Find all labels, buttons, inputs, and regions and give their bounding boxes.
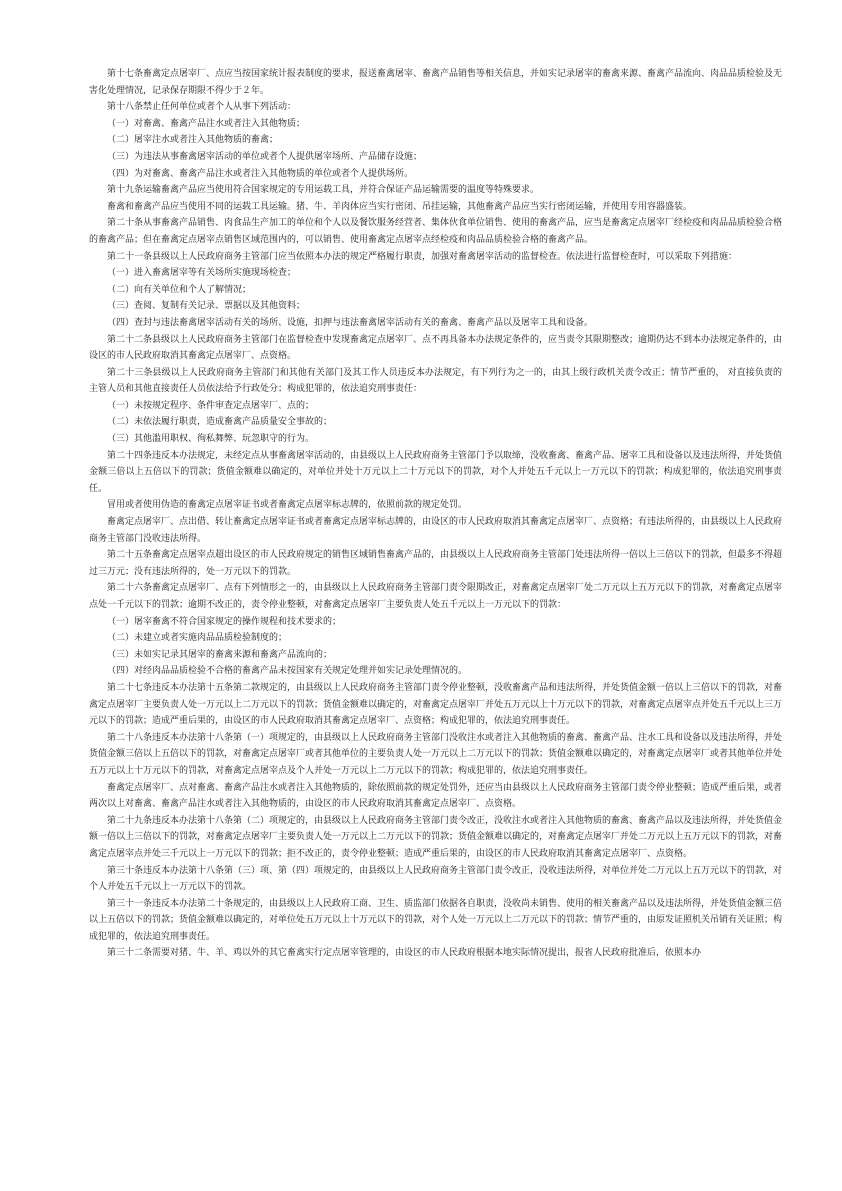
paragraph: 冒用或者使用伪造的畜禽定点屠宰证书或者畜禽定点屠宰标志牌的，依照前款的规定处罚。: [107, 500, 468, 511]
paragraph: 第二十三条县级以上人民政府商务主管部门和其他有关部门及其工作人员违反本办法规定，有下列行为之一的，由其上级行政机关责令改正；情节严重的， 对直接负责的主管人员和其他直接责任人员依法给予行政处分；构成犯罪的，依法追究刑事责任：: [89, 367, 782, 395]
paragraph: （二）向有关单位和个人了解情况；: [107, 284, 252, 295]
paragraph: （二）屠宰注水或者注入其他物质的畜禽；: [107, 135, 279, 146]
paragraph: 第三十一条违反本办法第二十条规定的，由县级以上人民政府工商、卫生、质监部门依据各自职责，没收尚未销售、使用的相关畜禽产品以及违法所得，并处货值金额三倍以上五倍以下的罚款；货值金额难以确定的，对单位处五万元以上十万元以下的罚款，对个人处一万元以上二万元以下的罚款；情节严重的，由原发证照机关吊销有关证照；构成犯罪的，依法追究刑事责任。: [89, 898, 783, 942]
paragraph: 第二十四条违反本办法规定，未经定点从事畜禽屠宰活动的，由县级以上人民政府商务主管部门予以取缔，没收畜禽、畜禽产品、屠宰工具和设备以及违法所得，并处货值金额三倍以上五倍以下的罚款；货值金额难以确定的，对单位并处十万元以上二十万元以下的罚款，对个人并处五千元以上一万元以下的罚款；构成犯罪的，依法追究刑事责任。: [89, 450, 783, 494]
paragraph: 第十九条运输畜禽产品应当使用符合国家规定的专用运载工具，并符合保证产品运输需要的温度等特殊要求。: [107, 185, 540, 196]
paragraph: （四）为对畜禽、畜禽产品注水或者注入其他物质的单位或者个人提供场所。: [107, 168, 414, 179]
paragraph: 第二十九条违反本办法第十八条第（二）项规定的，由县级以上人民政府商务主管部门责令改正，没收注水或者注入其他物质的畜禽、畜禽产品以及违法所得，并处货值金额一倍以上三倍以下的罚款，对畜禽定点屠宰厂主要负责人处一万元以上二万元以下的罚款；货值金额难以确定的，对畜禽定点屠宰厂并处二万元以上五万元以下的罚款，对畜禽定点屠宰点并处三千元以上一万元以下的罚款；拒不改正的，责令停业整顿；造成严重后果的，由设区的市人民政府取消其畜禽定点屠宰厂、点资格。: [89, 815, 783, 859]
paragraph: （三）未如实记录其屠宰的畜禽来源和畜禽产品流向的；: [107, 649, 333, 660]
paragraph: （三）为违法从事畜禽屠宰活动的单位或者个人提供屠宰场所、产品储存设施；: [107, 151, 423, 162]
paragraph: 第二十条从事畜禽产品销售、肉食品生产加工的单位和个人以及餐饮服务经营者、集体伙食单位销售、使用的畜禽产品，应当是畜禽定点屠宰厂经检疫和肉品品质检验合格的畜禽产品；但在畜禽定点屠宰点销售区域范围内的，可以销售、使用畜禽定点屠宰点经检疫和肉品品质检验合格的畜禽产品。: [89, 218, 783, 245]
paragraph: （一）对畜禽、畜禽产品注水或者注入其他物质；: [107, 118, 306, 129]
paragraph: 第二十一条县级以上人民政府商务主管部门应当依照本办法的规定严格履行职责，加强对畜禽屠宰活动的监督检查。依法进行监督检查时，可以采取下列措施：: [107, 251, 738, 262]
paragraph: 第二十五条畜禽定点屠宰点超出设区的市人民政府规定的销售区域销售畜禽产品的，由县级以上人民政府商务主管部门处违法所得一倍以上三倍以下的罚款，但最多不得超过三万元；没有违法所得的，处一万元以下的罚款。: [89, 550, 783, 577]
paragraph: 第三十条违反本办法第十八条第（三）项、第（四）项规定的，由县级以上人民政府商务主管部门责令改正，没收违法所得，对单位并处二万元以上五万元以下的罚款，对个人并处五千元以上一万元以下的罚款。: [89, 865, 783, 893]
paragraph: （二）未建立或者实施肉品品质检验制度的；: [107, 633, 288, 644]
paragraph: 第二十八条违反本办法第十八条第（一）项规定的，由县级以上人民政府商务主管部门没收注水或者注入其他物质的畜禽、畜禽产品、注水工具和设备以及违法所得，并处货值金额三倍以上五倍以下的罚款，对畜禽定点屠宰厂或者其他单位的主要负责人处一万元以上二万元以下的罚款；货值金额难以确定的，对畜禽定点屠宰厂或者其他单位并处五万元以上十万元以下的罚款，对畜禽定点屠宰点及个人并处一万元以上二万元以下的罚款；构成犯罪的，依法追究刑事责任。: [89, 732, 783, 776]
paragraph: （二）未依法履行职责，造成畜禽产品质量安全事故的；: [107, 417, 333, 428]
paragraph: 畜禽定点屠宰厂、点对畜禽、畜禽产品注水或者注入其他物质的，除依照前款的规定处罚外，还应当由县级以上人民政府商务主管部门责令停业整顿；造成严重后果，或者两次以上对畜禽、畜禽产品注水或者注入其他物质的，由设区的市人民政府取消其畜禽定点屠宰厂、点资格。: [89, 782, 783, 810]
paragraph: （四）查封与违法畜禽屠宰活动有关的场所、设施，扣押与违法畜禽屠宰活动有关的畜禽、畜禽产品以及屠宰工具和设备。: [107, 317, 594, 328]
paragraph: （三）查阅、复制有关记录、票据以及其他资料；: [107, 301, 306, 312]
paragraph: 第三十二条需要对猪、牛、羊、鸡以外的其它畜禽实行定点屠宰管理的，由设区的市人民政府根据本地实际情况提出，报省人民政府批准后，依照本办: [107, 948, 702, 959]
paragraph: 畜禽和畜禽产品应当使用不同的运载工具运输。猪、牛、羊肉体应当实行密闭、吊挂运输，其他畜禽产品应当实行密闭运输，并使用专用容器盛装。: [107, 201, 693, 212]
paragraph: 第二十七条违反本办法第十五条第二款规定的，由县级以上人民政府商务主管部门责令停业整顿，没收畜禽产品和违法所得，并处货值金额一倍以上三倍以下的罚款，对畜禽定点屠宰厂主要负责人处一万元以上二万元以下的罚款；货值金额难以确定的，对畜禽定点屠宰厂并处五万元以上十万元以下的罚款，对畜禽定点屠宰点并处五千元以上三万元以下的罚款；造成严重后果的，由设区的市人民政府取消其畜禽定点屠宰厂、点资格；构成犯罪的，依法追究刑事责任。: [89, 682, 783, 727]
paragraph: （一）屠宰畜禽不符合国家规定的操作规程和技术要求的；: [107, 616, 342, 627]
paragraph: （三）其他滥用职权、徇私舞弊、玩忽职守的行为。: [107, 434, 315, 445]
paragraph: 第二十六条畜禽定点屠宰厂、点有下列情形之一的，由县级以上人民政府商务主管部门责令限期改正，对畜禽定点屠宰厂处二万元以上五万元以下的罚款，对畜禽定点屠宰点处一千元以下的罚款；逾期不改正的，责令停业整顿，对畜禽定点屠宰厂主要负责人处五千元以上一万元以下的罚款：: [89, 583, 783, 610]
paragraph: （一）进入畜禽屠宰等有关场所实施现场检查；: [107, 268, 297, 279]
paragraph: （四）对经肉品品质检验不合格的畜禽产品未按国家有关规定处理并如实记录处理情况的。: [107, 666, 468, 677]
paragraph: （一）未按规定程序、条件审查定点屠宰厂、点的；: [107, 400, 315, 411]
paragraph: 第十七条畜禽定点屠宰厂、点应当按国家统计报表制度的要求，报送畜禽屠宰、畜禽产品销售等相关信息，并如实记录屠宰的畜禽来源、畜禽产品流向、肉品品质检验及无害化处理情况，记录保存期限不得少于２年。: [89, 69, 783, 96]
paragraph: 第十八条禁止任何单位或者个人从事下列活动：: [107, 102, 297, 113]
paragraph: 第二十二条县级以上人民政府商务主管部门在监督检查中发现畜禽定点屠宰厂、点不再具备本办法规定条件的，应当责令其限期整改；逾期仍达不到本办法规定条件的，由设区的市人民政府取消其畜禽定点屠宰厂、点资格。: [89, 334, 783, 362]
paragraph: 畜禽定点屠宰厂、点出借、转让畜禽定点屠宰证书或者畜禽定点屠宰标志牌的，由设区的市人民政府取消其畜禽定点屠宰厂、点资格；有违法所得的，由县级以上人民政府商务主管部门没收违法所得。: [89, 517, 783, 544]
